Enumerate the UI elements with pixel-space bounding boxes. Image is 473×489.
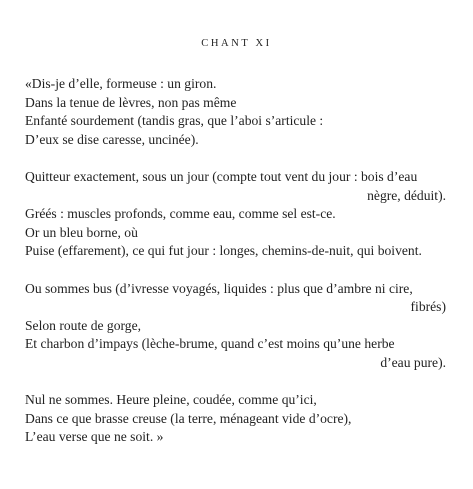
poem-line-continuation: fibrés) (410, 299, 446, 315)
poem-line-text: Ou sommes bus (d’ivresse voyagés, liquides : plus que d’ambre ni cire, (25, 280, 413, 296)
stanza-3 (25, 280, 446, 373)
chapter-title: CHANT XI (201, 38, 272, 49)
poem-line: Selon route de gorge, (25, 317, 142, 333)
poem-line: Enfanté sourdement (tandis gras, que l’aboi s’articule : (25, 113, 324, 129)
poem-line-continuation: d’eau pure). (380, 354, 446, 370)
poem-line: D’eux se dise caresse, uncinée). (25, 131, 199, 147)
poem-line: Dans ce que brasse creuse (la terre, ménageant vide d’ocre), (25, 410, 352, 426)
poem-body (25, 75, 446, 465)
stanza-4 (25, 391, 446, 447)
poem-line (25, 168, 446, 205)
poem-line (25, 280, 446, 317)
stanza-1 (25, 75, 446, 149)
poem-line: L’eau verse que ne soit. » (25, 429, 164, 445)
poem-line: Or un bleu borne, où (25, 224, 138, 240)
poem-line (25, 335, 446, 372)
poem-line-text: Et charbon d’impays (lèche-brume, quand c’est moins qu’une herbe (25, 336, 395, 352)
poem-line: «Dis-je d’elle, formeuse : un giron. (25, 76, 217, 91)
poem-line: Nul ne sommes. Heure pleine, coudée, comme qu’ici, (25, 392, 317, 408)
poem-line: Puise (effarement), ce qui fut jour : longes, chemins-de-nuit, qui boivent. (25, 243, 422, 259)
poem-line: Gréés : muscles profonds, comme eau, comme sel est-ce. (25, 206, 336, 222)
poem-line: Dans la tenue de lèvres, non pas même (25, 94, 237, 110)
stanza-2 (25, 168, 446, 261)
poem-line-text: Quitteur exactement, sous un jour (compte tout vent du jour : bois d’eau (25, 168, 418, 184)
poem-line-continuation: nègre, déduit). (367, 187, 446, 203)
